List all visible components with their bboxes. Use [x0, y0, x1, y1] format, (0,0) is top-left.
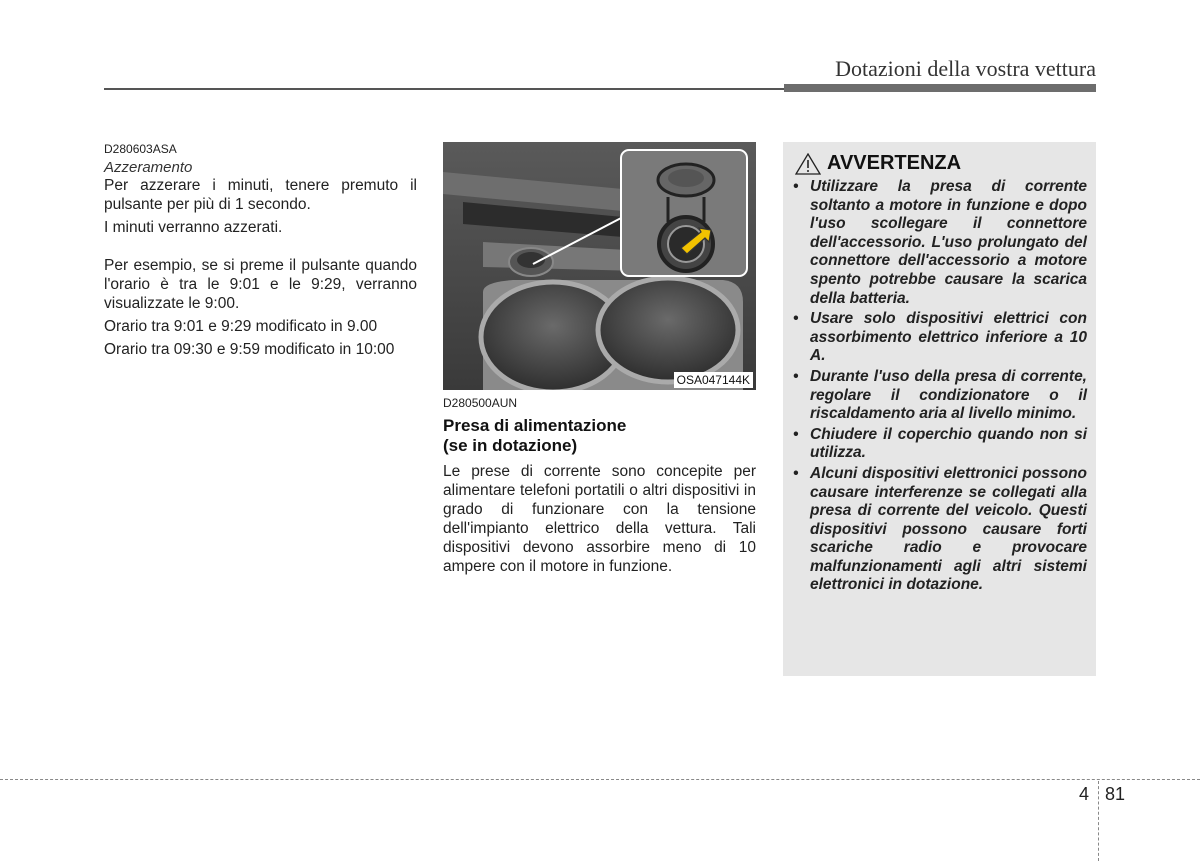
warning-item: • Alcuni dispositivi elettronici possono causare interferenze se collegati alla presa di corrente del veicolo. Questi dispositivi possono causare forti scariche radio e provocare malfunzionamenti agli altri sistemi elettronici in dotazione. [793, 465, 1087, 595]
footer-rule [0, 779, 1200, 780]
paragraph: Orario tra 9:01 e 9:29 modificato in 9.00 [104, 318, 378, 335]
warning-triangle-icon [795, 153, 821, 175]
section-title-line1: Presa di alimentazione [443, 416, 627, 435]
section-subheading: Azzeramento [104, 159, 193, 176]
section-title [443, 416, 756, 456]
warning-item: • Chiudere il coperchio quando non si utilizza. [793, 426, 1087, 463]
paragraph: Orario tra 09:30 e 9:59 modificato in 10:00 [104, 341, 395, 358]
warning-item: • Utilizzare la presa di corrente soltanto a motore in funzione e dopo l'uso scollegare il connettore dell'accessorio. L'uso prolungato del connettore dell'accessorio a motore spento potrebbe causare la scarica della batteria. [793, 178, 1087, 308]
footer-divider [1098, 781, 1099, 861]
header-rule-accent [784, 84, 1096, 92]
warning-heading [795, 152, 961, 175]
paragraph: Per esempio, se si preme il pulsante quando l'orario è tra le 9:01 e le 9:29, verranno visualizzate le 9:00. [104, 257, 417, 312]
column-middle [443, 142, 756, 580]
chapter-number: 4 [1079, 784, 1090, 804]
column-left [104, 142, 417, 363]
paragraph: Le prese di corrente sono concepite per alimentare telefoni portatili o altri dispositivi in grado di funzionare con la tensione dell'impianto elettrico della vettura. Tali dispositivi devono assorbire meno di 10 ampere con il motore in funzione. [443, 463, 756, 575]
section-code: D280603ASA [104, 142, 177, 156]
page-number: 81 [1105, 784, 1126, 804]
warning-title: AVVERTENZA [827, 152, 962, 174]
figure-label: OSA047144K [674, 372, 753, 388]
page-header-title: Dotazioni della vostra vettura [835, 56, 1096, 81]
header-rule [104, 88, 784, 90]
section-code: D280500AUN [443, 396, 518, 410]
section-title-line2: (se in dotazione) [443, 436, 578, 455]
paragraph: I minuti verranno azzerati. [104, 219, 283, 236]
warning-list [793, 178, 1087, 597]
paragraph: Per azzerare i minuti, tenere premuto il pulsante per più di 1 secondo. [104, 177, 417, 213]
warning-item: • Usare solo dispositivi elettrici con assorbimento elettrico inferiore a 10 A. [793, 310, 1087, 366]
warning-item: • Durante l'uso della presa di corrente, regolare il condizionatore o il riscaldamento aria al livello minimo. [793, 368, 1087, 424]
warning-box [783, 142, 1096, 676]
power-outlet-figure [443, 142, 756, 390]
power-outlet-illustration [443, 142, 756, 390]
